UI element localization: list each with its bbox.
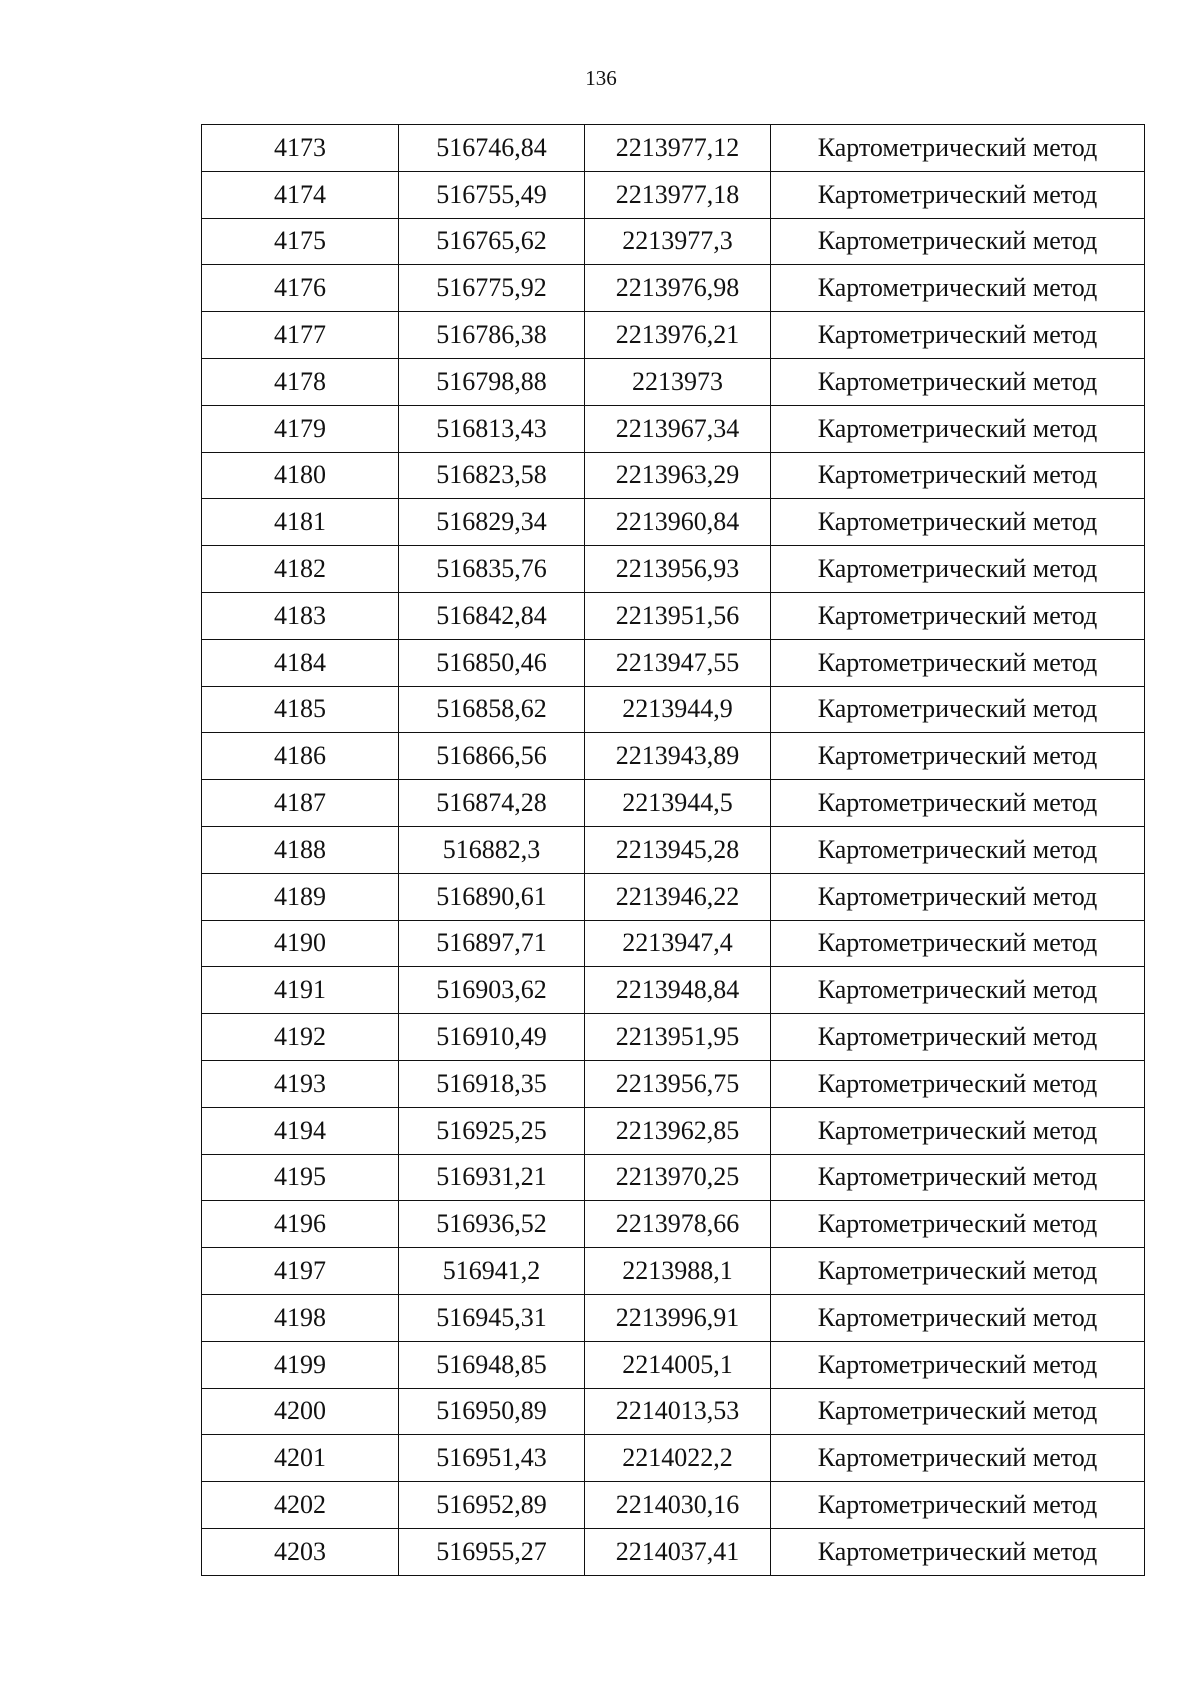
table-row [202, 1248, 1145, 1295]
x-coordinate-cell: 516755,49 [399, 171, 585, 218]
point-number-cell: 4200 [202, 1388, 399, 1435]
y-coordinate-cell: 2213943,89 [585, 733, 771, 780]
x-coordinate-cell: 516813,43 [399, 405, 585, 452]
y-coordinate-cell: 2213978,66 [585, 1201, 771, 1248]
point-number-cell: 4203 [202, 1528, 399, 1575]
y-coordinate-cell: 2213960,84 [585, 499, 771, 546]
method-cell: Картометрический метод [771, 358, 1145, 405]
table-row [202, 405, 1145, 452]
method-cell: Картометрический метод [771, 639, 1145, 686]
point-number-cell: 4182 [202, 546, 399, 593]
point-number-cell: 4193 [202, 1060, 399, 1107]
y-coordinate-cell: 2213977,3 [585, 218, 771, 265]
y-coordinate-cell: 2213947,55 [585, 639, 771, 686]
table-row [202, 1107, 1145, 1154]
method-cell: Картометрический метод [771, 405, 1145, 452]
point-number-cell: 4176 [202, 265, 399, 312]
y-coordinate-cell: 2213970,25 [585, 1154, 771, 1201]
table-row [202, 499, 1145, 546]
x-coordinate-cell: 516786,38 [399, 312, 585, 359]
method-cell: Картометрический метод [771, 1107, 1145, 1154]
table-row [202, 265, 1145, 312]
method-cell: Картометрический метод [771, 1388, 1145, 1435]
point-number-cell: 4194 [202, 1107, 399, 1154]
x-coordinate-cell: 516850,46 [399, 639, 585, 686]
point-number-cell: 4179 [202, 405, 399, 452]
x-coordinate-cell: 516882,3 [399, 826, 585, 873]
method-cell: Картометрический метод [771, 780, 1145, 827]
table-row [202, 1060, 1145, 1107]
x-coordinate-cell: 516931,21 [399, 1154, 585, 1201]
x-coordinate-cell: 516775,92 [399, 265, 585, 312]
y-coordinate-cell: 2213944,9 [585, 686, 771, 733]
table-row [202, 920, 1145, 967]
point-number-cell: 4173 [202, 125, 399, 172]
point-number-cell: 4188 [202, 826, 399, 873]
y-coordinate-cell: 2213962,85 [585, 1107, 771, 1154]
table-row [202, 452, 1145, 499]
method-cell: Картометрический метод [771, 125, 1145, 172]
y-coordinate-cell: 2213956,75 [585, 1060, 771, 1107]
table-row [202, 1014, 1145, 1061]
y-coordinate-cell: 2214030,16 [585, 1482, 771, 1529]
x-coordinate-cell: 516952,89 [399, 1482, 585, 1529]
point-number-cell: 4183 [202, 592, 399, 639]
method-cell: Картометрический метод [771, 920, 1145, 967]
x-coordinate-cell: 516945,31 [399, 1294, 585, 1341]
method-cell: Картометрический метод [771, 1435, 1145, 1482]
method-cell: Картометрический метод [771, 592, 1145, 639]
table-row [202, 1201, 1145, 1248]
point-number-cell: 4177 [202, 312, 399, 359]
method-cell: Картометрический метод [771, 967, 1145, 1014]
table-row [202, 967, 1145, 1014]
method-cell: Картометрический метод [771, 1528, 1145, 1575]
method-cell: Картометрический метод [771, 1060, 1145, 1107]
x-coordinate-cell: 516925,25 [399, 1107, 585, 1154]
method-cell: Картометрический метод [771, 265, 1145, 312]
point-number-cell: 4174 [202, 171, 399, 218]
table-row [202, 1528, 1145, 1575]
x-coordinate-cell: 516829,34 [399, 499, 585, 546]
method-cell: Картометрический метод [771, 826, 1145, 873]
x-coordinate-cell: 516951,43 [399, 1435, 585, 1482]
y-coordinate-cell: 2214005,1 [585, 1341, 771, 1388]
point-number-cell: 4192 [202, 1014, 399, 1061]
method-cell: Картометрический метод [771, 1294, 1145, 1341]
method-cell: Картометрический метод [771, 218, 1145, 265]
x-coordinate-cell: 516890,61 [399, 873, 585, 920]
table-row [202, 218, 1145, 265]
table-row [202, 1435, 1145, 1482]
method-cell: Картометрический метод [771, 1154, 1145, 1201]
x-coordinate-cell: 516955,27 [399, 1528, 585, 1575]
point-number-cell: 4199 [202, 1341, 399, 1388]
y-coordinate-cell: 2213944,5 [585, 780, 771, 827]
y-coordinate-cell: 2213947,4 [585, 920, 771, 967]
x-coordinate-cell: 516746,84 [399, 125, 585, 172]
table-row [202, 592, 1145, 639]
point-number-cell: 4180 [202, 452, 399, 499]
x-coordinate-cell: 516918,35 [399, 1060, 585, 1107]
y-coordinate-cell: 2214022,2 [585, 1435, 771, 1482]
point-number-cell: 4191 [202, 967, 399, 1014]
x-coordinate-cell: 516798,88 [399, 358, 585, 405]
point-number-cell: 4202 [202, 1482, 399, 1529]
coordinates-table-body [202, 125, 1145, 1576]
x-coordinate-cell: 516950,89 [399, 1388, 585, 1435]
method-cell: Картометрический метод [771, 1014, 1145, 1061]
method-cell: Картометрический метод [771, 1201, 1145, 1248]
table-row [202, 686, 1145, 733]
method-cell: Картометрический метод [771, 873, 1145, 920]
table-row [202, 1482, 1145, 1529]
table-row [202, 171, 1145, 218]
y-coordinate-cell: 2213948,84 [585, 967, 771, 1014]
table-row [202, 312, 1145, 359]
y-coordinate-cell: 2214013,53 [585, 1388, 771, 1435]
x-coordinate-cell: 516835,76 [399, 546, 585, 593]
y-coordinate-cell: 2213951,95 [585, 1014, 771, 1061]
y-coordinate-cell: 2213967,34 [585, 405, 771, 452]
y-coordinate-cell: 2213976,98 [585, 265, 771, 312]
y-coordinate-cell: 2213956,93 [585, 546, 771, 593]
method-cell: Картометрический метод [771, 733, 1145, 780]
method-cell: Картометрический метод [771, 171, 1145, 218]
table-row [202, 546, 1145, 593]
point-number-cell: 4196 [202, 1201, 399, 1248]
point-number-cell: 4175 [202, 218, 399, 265]
method-cell: Картометрический метод [771, 452, 1145, 499]
y-coordinate-cell: 2213976,21 [585, 312, 771, 359]
x-coordinate-cell: 516765,62 [399, 218, 585, 265]
method-cell: Картометрический метод [771, 1248, 1145, 1295]
table-row [202, 873, 1145, 920]
x-coordinate-cell: 516858,62 [399, 686, 585, 733]
table-row [202, 639, 1145, 686]
table-row [202, 1154, 1145, 1201]
point-number-cell: 4198 [202, 1294, 399, 1341]
x-coordinate-cell: 516866,56 [399, 733, 585, 780]
x-coordinate-cell: 516897,71 [399, 920, 585, 967]
y-coordinate-cell: 2214037,41 [585, 1528, 771, 1575]
method-cell: Картометрический метод [771, 546, 1145, 593]
y-coordinate-cell: 2213973 [585, 358, 771, 405]
y-coordinate-cell: 2213963,29 [585, 452, 771, 499]
method-cell: Картометрический метод [771, 1341, 1145, 1388]
table-row [202, 1388, 1145, 1435]
table-row [202, 826, 1145, 873]
table-row [202, 1294, 1145, 1341]
y-coordinate-cell: 2213988,1 [585, 1248, 771, 1295]
y-coordinate-cell: 2213945,28 [585, 826, 771, 873]
method-cell: Картометрический метод [771, 686, 1145, 733]
x-coordinate-cell: 516948,85 [399, 1341, 585, 1388]
method-cell: Картометрический метод [771, 499, 1145, 546]
point-number-cell: 4186 [202, 733, 399, 780]
coordinates-table [201, 124, 1145, 1576]
x-coordinate-cell: 516823,58 [399, 452, 585, 499]
x-coordinate-cell: 516903,62 [399, 967, 585, 1014]
point-number-cell: 4181 [202, 499, 399, 546]
table-row [202, 780, 1145, 827]
page-number: 136 [585, 66, 617, 90]
table-row [202, 733, 1145, 780]
x-coordinate-cell: 516874,28 [399, 780, 585, 827]
y-coordinate-cell: 2213951,56 [585, 592, 771, 639]
x-coordinate-cell: 516910,49 [399, 1014, 585, 1061]
table-row [202, 1341, 1145, 1388]
y-coordinate-cell: 2213977,12 [585, 125, 771, 172]
x-coordinate-cell: 516941,2 [399, 1248, 585, 1295]
table-row [202, 358, 1145, 405]
y-coordinate-cell: 2213977,18 [585, 171, 771, 218]
point-number-cell: 4197 [202, 1248, 399, 1295]
point-number-cell: 4190 [202, 920, 399, 967]
point-number-cell: 4187 [202, 780, 399, 827]
point-number-cell: 4201 [202, 1435, 399, 1482]
point-number-cell: 4185 [202, 686, 399, 733]
y-coordinate-cell: 2213946,22 [585, 873, 771, 920]
x-coordinate-cell: 516842,84 [399, 592, 585, 639]
method-cell: Картометрический метод [771, 1482, 1145, 1529]
y-coordinate-cell: 2213996,91 [585, 1294, 771, 1341]
point-number-cell: 4178 [202, 358, 399, 405]
table-row [202, 125, 1145, 172]
x-coordinate-cell: 516936,52 [399, 1201, 585, 1248]
point-number-cell: 4195 [202, 1154, 399, 1201]
point-number-cell: 4184 [202, 639, 399, 686]
method-cell: Картометрический метод [771, 312, 1145, 359]
point-number-cell: 4189 [202, 873, 399, 920]
